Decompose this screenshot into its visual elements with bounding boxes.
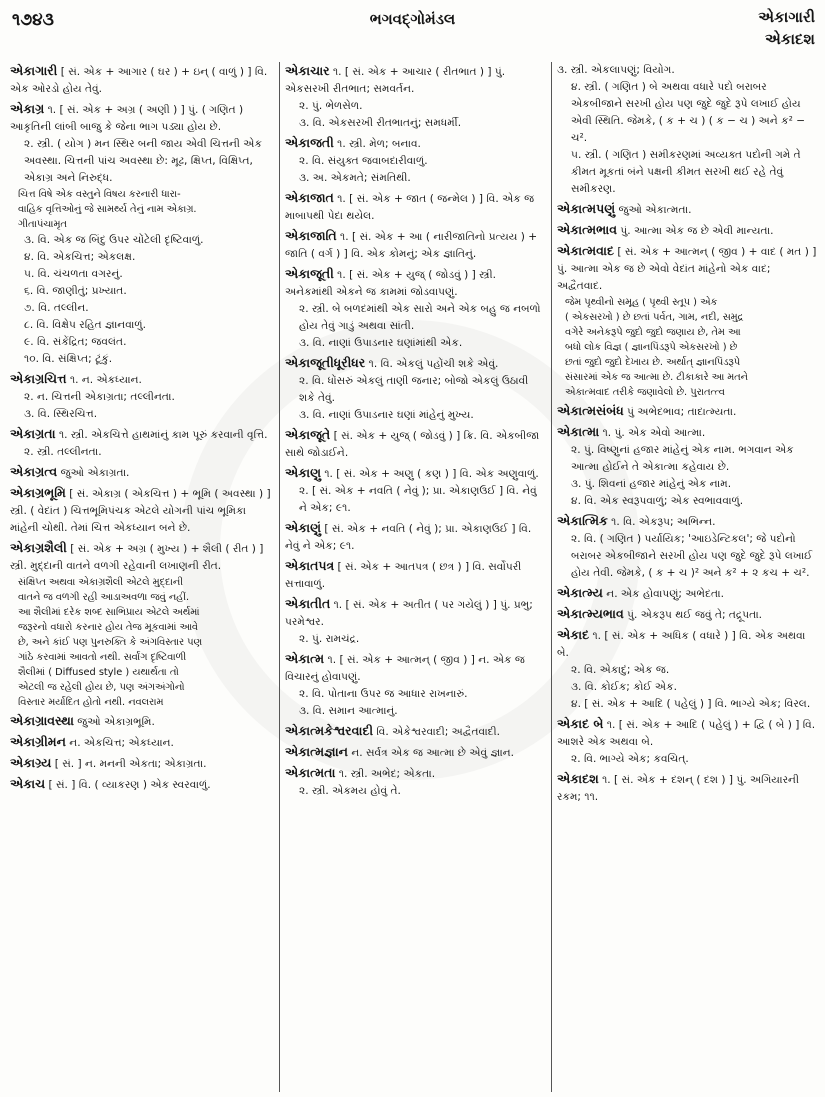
headword: એકાજાતિ <box>285 228 337 243</box>
definition-text: ૧. [ સં. એક + દશન્ ( દશ ) ] પું. અગિયારની રકમ; ૧૧. <box>557 774 799 803</box>
entry-first-line <box>557 200 819 219</box>
headword: એકાચાર <box>285 63 330 78</box>
dictionary-entry <box>10 775 275 794</box>
definition-text: જુઓ એકાગ્રભૂમિ. <box>77 716 155 728</box>
definition-sense: ૩. વિ. કોઈક; કોઈ એક. <box>571 681 677 693</box>
headword: એકાત્મકેશ્વરવાદી <box>285 723 374 738</box>
definition-sense: ૨. પું. વિષ્ણુનાં હજાર માંહેનું એક નામ. ભગવાન એક આત્મા હોઈને તે એકાત્મા કહેવાય છે. <box>571 444 794 473</box>
definition-text: જુઓ એકાત્મતા. <box>618 204 692 216</box>
quotation-line: સંસારમાં એક જ આત્મા છે. ટીકાકારે આ મતને <box>565 372 748 383</box>
entry-first-line <box>10 539 275 575</box>
entry-first-line <box>10 100 275 136</box>
entry-first-line <box>285 227 547 263</box>
definition-sense: ૬. વિ. જાણીતું; પ્રખ્યાત. <box>24 285 127 297</box>
headword: એકાગ્રીમન <box>10 734 66 749</box>
page-number: ૧૭૪૩ <box>12 10 55 30</box>
entry-first-line <box>557 402 819 421</box>
dictionary-entry <box>285 519 547 555</box>
dictionary-entry <box>285 134 547 187</box>
definition-text: ૧. [ સં. એક + આચાર ( રીતભાત ) ] પું. એકસરખી રીતભાત; સમવર્તન. <box>285 66 506 95</box>
quotation-line: ચિત્ત વિષે એક વસ્તુને વિષય કરનારી ધારા- <box>18 189 181 200</box>
definition-sense: ૩. વિ. સમાન આત્માનું. <box>299 705 398 717</box>
entry-first-line <box>285 519 547 555</box>
definition-sense: ૫. સ્ત્રી. ( ગણિત ) સમીકરણમાં અવ્યક્ત પદોની ગમે તે કીમત મૂકતાં બંને પક્ષની કીમત સરખી થઈ રહે તેવું સમીકરણ. <box>571 149 801 195</box>
dictionary-entry <box>557 770 819 806</box>
column-1 <box>10 62 275 1092</box>
headword: એકાગ્ર્ય <box>10 755 52 770</box>
headword: એકાતીત <box>285 596 331 611</box>
definition-sense: ૨. વિ. પોતાના ઉપર જ આધાર રાખનારું. <box>299 688 468 700</box>
definition-sense: ૨. પું. રામચંદ્ર. <box>299 633 360 645</box>
headword: એકાત્મભાવ <box>557 222 617 237</box>
headword: એકાજૂતીધૂરીધર <box>285 355 366 370</box>
dictionary-entry <box>285 62 547 132</box>
definition-text: ૧. પું. એક એવો આત્મા. <box>602 427 706 439</box>
definition-sense: ૭. વિ. તલ્લીન. <box>24 302 89 314</box>
entry-first-line <box>10 370 275 389</box>
definition-sense: ૨. ન. ચિત્તની એકાગ્રતા; તલ્લીનતા. <box>24 391 175 403</box>
definition-text: ૧. ન. એકધ્યાન. <box>69 374 142 386</box>
definition-sense: ૨. વિ. એકાદું; એક જ. <box>571 664 670 676</box>
definition-text: [ સં. એકાગ્ર ( એકચિત્ત ) + ભૂમિ ( અવસ્થા ) ] સ્ત્રી. ( વેદાંત ) ચિત્તભૂમિપંચક એટલે યોગની પાંચ ભૂમિકા માંહેની ચોથી. તેમાં ચિત્ત એકધ્યાન બને છે. <box>10 488 271 534</box>
definition-sense: ૨. વિ. ( ગણિત ) પર્યાયિક; 'આઇડેન્ટિકલ'; જે પદોનો બરાબર એકબીજાને સરખી હોય પણ જુદે જુદે રૂપે લખાઈ હોય તેવી. જેમકે, ( ક + ચ )² અને ક² + ૨ કચ + ચ². <box>571 533 813 579</box>
entry-first-line <box>285 743 547 762</box>
dictionary-entry <box>285 722 547 741</box>
headword: એકાગ્રત્વ <box>10 464 58 479</box>
guide-word-first: એકાગારી <box>758 8 815 26</box>
headword: એકાચ <box>10 776 46 791</box>
definition-sense: ૨. વિ. સંયુક્ત જવાબદારીવાળું. <box>299 155 428 167</box>
entry-first-line <box>285 764 547 783</box>
entry-first-line <box>10 712 275 731</box>
quotation-line: વગેરે અનેકરૂપે જુદો જુદો જણાય છે, તેમ આ <box>565 327 741 338</box>
definition-text: પું અભેદભાવ; તાદાત્મ્યતા. <box>627 406 737 418</box>
entry-first-line <box>557 221 819 240</box>
dictionary-entry <box>285 227 547 263</box>
definition-text: ૧. [ સં. એક + આત્મન્ ( જીવ ) ] ન. એક જ વિચારનું હોવાપણું. <box>285 654 525 683</box>
quotation-line: ( એકસરખો ) છે છતાં પર્વત, ગામ, નદી, સમુદ્ર <box>565 312 744 323</box>
definition-sense: ૪. વિ. એક સ્વરૂપવાળું; એક સ્વભાવવાળું. <box>571 495 744 507</box>
quotation-line: છતાં જુદો જુદો દેખાય છે. અર્થાત્ જ્ઞાનપિંડરૂપે <box>565 357 741 368</box>
headword: એકાત્મ્યભાવ <box>557 606 624 621</box>
dictionary-entry <box>10 733 275 752</box>
quotation-line: એટલી જ રહેલી હોય છે, પણ અંગઅંગોનો <box>18 682 185 693</box>
headword: એકાજૂતે <box>285 427 331 442</box>
dictionary-entry <box>285 743 547 762</box>
definition-sense: ૫. વિ. ચંચળતા વગરનું. <box>24 268 123 280</box>
quotation-line: જેમ પૃથ્વીનો સમૂહ ( પૃથ્વી સ્તૂપ ) એક <box>565 297 718 308</box>
column-divider <box>279 62 280 1092</box>
dictionary-entry <box>285 354 547 424</box>
headword: એકાજૂતી <box>285 266 334 281</box>
definition-text: [ સં. એક + આત્મન્ ( જીવ ) + વાદ ( મત ) ] પું. આત્મા એક જ છે એવો વેદાંત માંહેનો એક વાદ; અદ્વૈતવાદ. <box>557 246 817 292</box>
dictionary-entry <box>285 189 547 225</box>
column-2 <box>285 62 547 1092</box>
definition-text: ૧. સ્ત્રી. મેળ; બનાવ. <box>337 138 421 150</box>
headword: એકાગ્રભૂમિ <box>10 485 66 500</box>
definition-text: ન. એકચિત્ત; એકધ્યાન. <box>69 737 174 749</box>
entry-first-line <box>285 464 547 483</box>
entry-first-line <box>557 584 819 603</box>
definition-text: ૧. [ સં. એક + આ ( નારીજાતિનો પ્રત્યય ) + જાતિ ( વર્ગ ) ] વિ. એક કોમનું; એક જ્ઞાતિનું. <box>285 231 538 260</box>
definition-text: [ સં. એક + નવતિ ( નેવું ); પ્રા. એકાણઉઈ ] વિ. નેવું ને એક; ૯૧. <box>285 523 532 552</box>
dictionary-entry <box>557 221 819 240</box>
headword: એકાગારી <box>10 63 58 78</box>
definition-sense: ૨. પું. ભેળસેળ. <box>299 100 363 112</box>
entry-first-line <box>557 715 819 751</box>
column-divider <box>551 62 552 1092</box>
headword: એકાતપત્ર <box>285 558 335 573</box>
entry-first-line <box>557 626 819 662</box>
definition-text: [ સં. એક + આગાર ( ઘર ) + ઇન્ ( વાળું ) ] વિ. એક ઓરડો હોય તેવું. <box>10 66 268 95</box>
entry-first-line <box>285 426 547 462</box>
headword: એકાગ્ર <box>10 101 45 116</box>
headword: એકાત્મ્ય <box>557 585 603 600</box>
headword: એકાગ્રતા <box>10 426 56 441</box>
definition-sense: ૨. સ્ત્રી. ( યોગ ) મન સ્થિર બની જાય એવી ચિત્તની એક અવસ્થા. ચિત્તની પાંચ અવસ્થા છે: મૂઢ, ક્ષિપ્ત, વિક્ષિપ્ત, એકાગ્ર અને નિરુદ્ધ. <box>24 138 262 184</box>
headword: એકાત્મિક <box>557 513 608 528</box>
definition-text: ૧. [ સં. એક + અધિક ( વધારે ) ] વિ. એક અથવા બે. <box>557 630 806 659</box>
headword: એકાત્મા <box>557 424 600 439</box>
definition-sense: ૩. વિ. એકસરખી રીતભાતનું; સમધર્મી. <box>299 117 462 129</box>
entry-first-line <box>10 425 275 444</box>
definition-text: [ સં. ] ન. મનની એકતા; એકાગ્રતા. <box>54 758 207 770</box>
guide-word-last: એકાદશ <box>764 30 815 48</box>
entry-first-line <box>285 134 547 153</box>
entry-first-line <box>557 512 819 531</box>
quotation-line: સંક્ષિપ્ત અથવા એકાગ્રશૈલી એટલે મુદ્દાની <box>18 577 184 588</box>
column-3 <box>557 62 819 1092</box>
definition-text: ૧. [ સં. એક + આદિ ( પહેલું ) + દ્વિ ( બે ) ] વિ. આશરે એક અથવા બે. <box>557 719 816 748</box>
dictionary-entry <box>557 423 819 510</box>
dictionary-entry <box>285 464 547 517</box>
definition-text: પું. આત્મા એક જ છે એવી માન્યતા. <box>620 225 774 237</box>
entry-first-line <box>557 423 819 442</box>
dictionary-entry <box>10 712 275 731</box>
headword: એકાગ્રશૈલી <box>10 540 67 555</box>
entry-first-line <box>10 775 275 794</box>
headword: એકાત્મતા <box>285 765 336 780</box>
definition-text: વિ. એકેશ્વરવાદી; અદ્વૈતવાદી. <box>376 726 500 738</box>
definition-text: ન. સર્વત્ર એક જ આત્મા છે એવું જ્ઞાન. <box>351 747 515 759</box>
dictionary-entry <box>10 539 275 710</box>
entry-first-line <box>557 605 819 624</box>
entry-first-line <box>557 242 819 295</box>
entry-first-line <box>285 189 547 225</box>
definition-text: ૧. વિ. એકલું પહોંચી શકે એવું. <box>368 358 499 370</box>
quotation-line: જરૂરનો વધારો કરનાર હોય તેજ મૂકવામાં આવે <box>18 622 199 633</box>
quotation-line: એકાત્મવાદ તરીકે જણાવેલો છે. પુરાતત્ત્વ <box>565 387 725 398</box>
dictionary-entry <box>10 484 275 537</box>
entry-first-line <box>285 354 547 373</box>
entry-first-line <box>285 265 547 301</box>
definition-sense: ૨. વિ. ભાગ્યે એક; કવચિત્. <box>571 753 689 765</box>
page-header <box>0 0 825 60</box>
headword: એકાદ <box>557 627 590 642</box>
entry-first-line <box>285 557 547 593</box>
dictionary-entry <box>10 370 275 423</box>
quotation-line: ગીતાપંચામૃત <box>18 219 67 230</box>
quotation-line: વાહિક વૃત્તિઓનું જે સામર્થ્ય તેનું નામ એકાગ્ર. <box>18 204 197 215</box>
headword: એકાત્મ <box>285 651 325 666</box>
dictionary-entry <box>285 265 547 352</box>
definition-sense: ૨. સ્ત્રી. બે બળદમાંથી એક સારો અને એક બહુ જ નબળો હોય તેવું ગાડું અથવા સાંતી. <box>299 303 541 332</box>
entry-first-line <box>557 770 819 806</box>
dictionary-entry <box>557 402 819 421</box>
definition-text: પું. એકરૂપ થઈ જવું તે; તદ્રૂપતા. <box>627 609 763 621</box>
dictionary-entry <box>285 650 547 720</box>
entry-first-line <box>557 62 819 79</box>
definition-text: [ સં. એક + અગ્ર ( મુખ્ય ) + શૈલી ( રીત ) ] સ્ત્રી. મુદ્દાની વાતને વળગી રહેવાની લખાણની રીત. <box>10 543 264 572</box>
entry-first-line <box>285 62 547 98</box>
headword: એકાત્મપણું <box>557 201 616 216</box>
guide-words <box>758 6 815 50</box>
quotation-line: આ શૈલીમાં દરેક શબ્દ સાભિપ્રાય એટલે અર્થમાં <box>18 607 200 618</box>
entry-first-line <box>10 733 275 752</box>
definition-text: ૧. [ સં. એક + અગ્ર ( અણી ) ] પું. ( ગણિત ) આકૃતિની લાંબી બાજુ કે જેના ભાગ પડ્યા હોય છે. <box>10 104 244 133</box>
quotation-line: વિસ્તાર મર્યાદિત હોતો નથી. નવલરામ <box>18 697 164 708</box>
definition-text: ૧. [ સં. એક + અતીત ( પર ગયેલું ) ] પું. પ્રભુ; પરમેશ્વર. <box>285 599 533 628</box>
definition-text: [ સં. એક + આતપત્ર ( છત્ર ) ] વિ. સર્વોપરી સત્તાવાળું. <box>285 561 522 590</box>
dictionary-entry <box>285 426 547 462</box>
dictionary-entry <box>557 626 819 713</box>
headword: એકાગ્રચિત્ત <box>10 371 67 386</box>
headword: એકાણું <box>285 520 321 535</box>
quotation-line: બધો લોક વિજ્ઞ ( જ્ઞાનપિંડરૂપે એકસરખો ) છે <box>565 342 738 353</box>
dictionary-entry <box>557 715 819 768</box>
dictionary-entry <box>285 595 547 648</box>
headword: એકાત્મસંબંધ <box>557 403 624 418</box>
quotation-line: શૈલીમાં ( Diffused style ) યથાર્થતા તો <box>18 667 179 678</box>
dictionary-entry <box>10 463 275 482</box>
dictionary-entry <box>557 62 819 198</box>
entry-first-line <box>10 62 275 98</box>
definition-sense: ૩. વિ. નાણાં ઉપાડનાર ઘણાંમાંથી એક. <box>299 337 463 349</box>
definition-sense: ૪. સ્ત્રી. ( ગણિત ) બે અથવા વધારે પદો બરાબર એકબીજાને સરખી હોય પણ જુદે જુદે રૂપે લખાઈ હોય એવી સ્થિતિ. જેમકે, ( ક + ચ ) ( ક − ચ ) અને ક² − ચ². <box>571 81 806 144</box>
definition-sense: ૨. [ સં. એક + નવતિ ( નેવું ); પ્રા. એકાણઉઈ ] વિ. નેવું ને એક; ૯૧. <box>299 485 537 514</box>
entry-first-line <box>10 754 275 773</box>
definition-text: ૧. સ્ત્રી. એકચિત્તે હાથમાંનું કામ પૂરું કરવાની વૃત્તિ. <box>58 429 268 441</box>
definition-sense: ૨. સ્ત્રી. તલ્લીનતા. <box>24 446 102 458</box>
running-head: ભગવદ્ગોમંડલ <box>369 10 456 28</box>
definition-sense: ૨. સ્ત્રી. એકમય હોવું તે. <box>299 785 401 797</box>
dictionary-entry <box>557 605 819 624</box>
dictionary-entry <box>557 584 819 603</box>
headword: એકાદશ <box>557 771 599 786</box>
dictionary-entry <box>285 764 547 800</box>
dictionary-entry <box>557 512 819 582</box>
definition-sense: ૩. વિ. એક જ બિંદુ ઉપર ચોંટેલી દૃષ્ટિવાળું. <box>24 234 204 246</box>
definition-text: ન. એક હોવાપણું; અભેદતા. <box>606 588 724 600</box>
entry-first-line <box>285 722 547 741</box>
entry-first-line <box>285 650 547 686</box>
definition-sense: ૩. પું. શિવનાં હજાર માંહેનું એક નામ. <box>571 478 732 490</box>
headword: એકાણુ <box>285 465 321 480</box>
definition-sense: ૮. વિ. વિક્ષેપ રહિત જ્ઞાનવાળું. <box>24 319 147 331</box>
entry-first-line <box>10 484 275 537</box>
dictionary-entry <box>10 62 275 98</box>
definition-sense: ૪. વિ. એકચિત્ત; એકલક્ષ. <box>24 251 136 263</box>
entry-first-line <box>285 595 547 631</box>
dictionary-entry <box>285 557 547 593</box>
headword: એકાગ્રાવસ્થા <box>10 713 74 728</box>
dictionary-entry <box>10 425 275 461</box>
definition-text: ૩. સ્ત્રી. એકલાપણું; વિયોગ. <box>557 64 675 76</box>
definition-text: [ સં. ] વિ. ( વ્યાકરણ ) એક સ્વરવાળું. <box>48 779 211 791</box>
definition-text: ૧. સ્ત્રી. અભેદ; એકતા. <box>338 768 436 780</box>
definition-sense: ૧૦. વિ. સંક્ષિપ્ત; ટૂંકું. <box>24 353 113 365</box>
quotation-line: ગાંઠે કરવામાં આવતો નથી. સર્વાંગ દૃષ્ટિવાળી <box>18 652 187 663</box>
definition-sense: ૩. અ. એકમતે; સંમતિથી. <box>299 172 411 184</box>
definition-text: ૧. [ સં. એક + યુજ્ ( જોડવું ) ] સ્ત્રી. અનેકમાંથી એકને જ કામમાં જોડવાપણું. <box>285 269 497 298</box>
quotation-line: છે, અને કાંઈ પણ પુનરુક્તિ કે અંગવિસ્તાર પણ <box>18 637 203 648</box>
definition-text: ૧. [ સં. એક + જાત ( જન્મેલ ) ] વિ. એક જ માબાપથી પેદા થયેલ. <box>285 193 535 222</box>
definition-sense: ૨. વિ. ધોંસરું એકલું તાણી જનાર; બોજો એકલું ઉઠાવી શકે તેવું. <box>299 375 529 404</box>
definition-text: જુઓ એકાગ્રતા. <box>60 467 130 479</box>
definition-sense: ૯. વિ. સંકેંદ્રિત; જવલંત. <box>24 336 127 348</box>
definition-text: [ સં. એક + યુજ્ ( જોડવું ) ] ક્રિ. વિ. એકબીજા સાથે જોડાઈને. <box>285 430 540 459</box>
definition-text: ૧. [ સં. એક + અણુ ( કણ ) ] વિ. એક અણુવાળું. <box>324 468 539 480</box>
dictionary-entry <box>10 754 275 773</box>
dictionary-entry <box>557 242 819 400</box>
headword: એકાજતી <box>285 135 334 150</box>
definition-text: ૧. વિ. એકરૂપ; અભિન્ન. <box>611 516 716 528</box>
headword: એકાત્મવાદ <box>557 243 614 258</box>
headword: એકાજાત <box>285 190 334 205</box>
quotation-line: વાતને જ વળગી રહી આડાઅવળા જવું નહીં. <box>18 592 190 603</box>
dictionary-entry <box>10 100 275 368</box>
headword: એકાત્મજ્ઞાન <box>285 744 348 759</box>
definition-sense: ૪. [ સં. એક + આદિ ( પહેલું ) ] વિ. ભાગ્યે એક; વિરલ. <box>571 698 811 710</box>
dictionary-entry <box>557 200 819 219</box>
definition-sense: ૩. વિ. સ્થિરચિત્ત. <box>24 408 98 420</box>
headword: એકાદ બે <box>557 716 604 731</box>
definition-sense: ૩. વિ. નાણાં ઉપાડનાર ઘણાં માંહેનું મુખ્ય. <box>299 409 474 421</box>
entry-first-line <box>10 463 275 482</box>
